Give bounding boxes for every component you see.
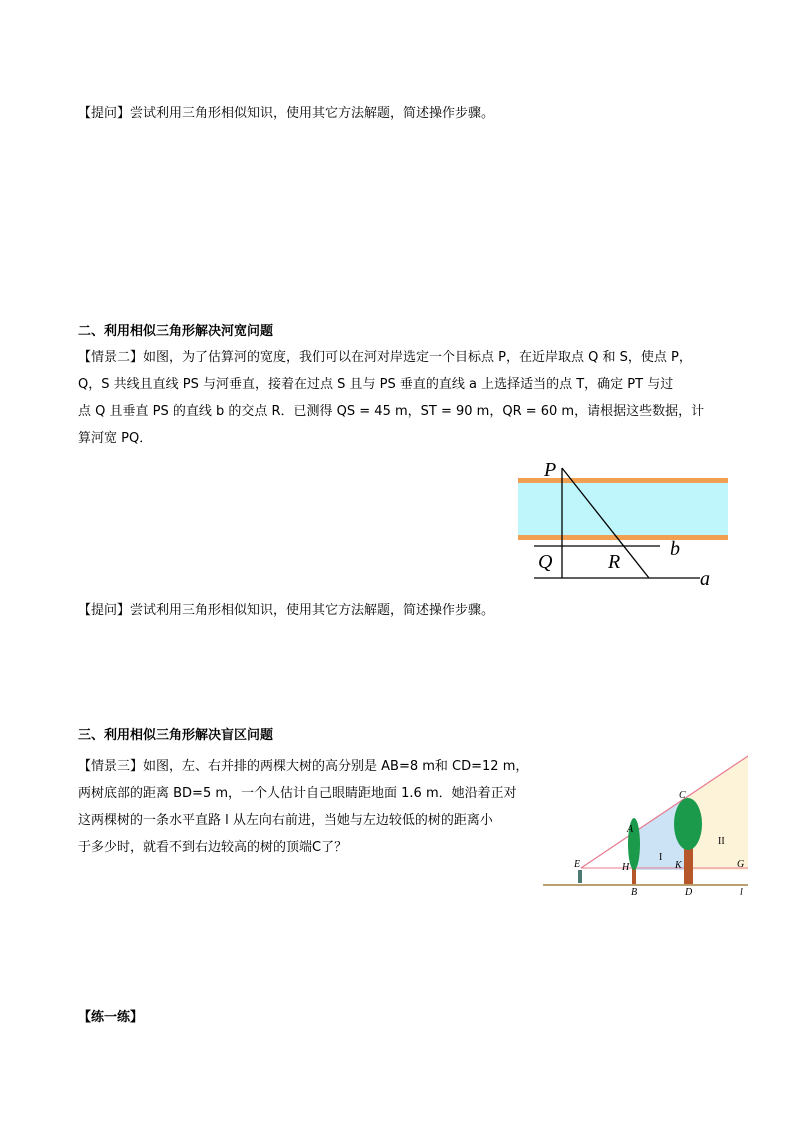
label-l: l [740,887,743,898]
scenario-3-line-3: 这两棵树的一条水平直路 l 从左向右前进，当她与左边较低的树的距离小 [78,813,493,828]
label-b: B [631,887,638,898]
scenario-2-line-4: 算河宽 PQ． [78,431,153,446]
scenario-3-line-4: 于多少时，就看不到右边较高的树的顶端C了？ [78,840,348,855]
label-p: P [544,459,557,481]
river-area [518,480,728,538]
near-bank [518,535,728,540]
section-2-scenario [78,344,728,452]
scenario-3-label: 【情景三】 [78,759,144,774]
blind-zone-figure [543,752,748,900]
ground-line [543,884,748,886]
section-3-heading: 三、利用相似三角形解决盲区问题 [78,728,274,743]
label-zone-2: II [718,836,725,847]
right-tree-trunk [684,844,693,884]
section-2-heading: 二、利用相似三角形解决河宽问题 [78,324,274,339]
river-width-figure [500,458,740,592]
scenario-3-line-1: 如图，左、右并排的两棵大树的高分别是 AB=8 m和 CD=12 m， [143,759,529,774]
scenario-2-label: 【情景二】 [78,350,144,365]
label-q: Q [538,551,553,573]
practice-heading: 【练一练】 [78,1010,144,1025]
label-a: A [627,824,634,835]
section-3-scenario [78,753,548,861]
label-r: R [608,551,621,573]
label-g: G [737,859,745,870]
right-tree-icon [674,798,702,850]
label-c: C [679,790,686,801]
label-h: H [622,862,630,873]
label-b: b [670,538,680,560]
person-icon [578,870,582,883]
label-e: E [574,859,581,870]
scenario-3-line-2: 两树底部的距离 BD=5 m，一个人估计自己眼睛距地面 1.6 m．她沿着正对 [78,786,517,801]
label-k: K [675,860,682,871]
label-a: a [700,568,710,590]
scenario-2-line-1: 如图，为了估算河的宽度，我们可以在河对岸选定一个目标点 P，在近岸取点 Q 和 S，使点 P， [143,350,692,365]
label-zone-1: I [659,852,663,863]
prompt-2: 【提问】尝试利用三角形相似知识，使用其它方法解题，简述操作步骤。 [78,603,495,618]
prompt-1: 【提问】尝试利用三角形相似知识，使用其它方法解题，简述操作步骤。 [78,106,495,121]
label-d: D [685,887,693,898]
scenario-2-line-2: Q，S 共线且直线 PS 与河垂直，接着在过点 S 且与 PS 垂直的直线 a 上选择适当的点 T，确定 PT 与过 [78,377,674,392]
scenario-2-line-3: 点 Q 且垂直 PS 的直线 b 的交点 R．已测得 QS = 45 m，ST = 90 m，QR = 60 m，请根据这些数据，计 [78,404,705,419]
